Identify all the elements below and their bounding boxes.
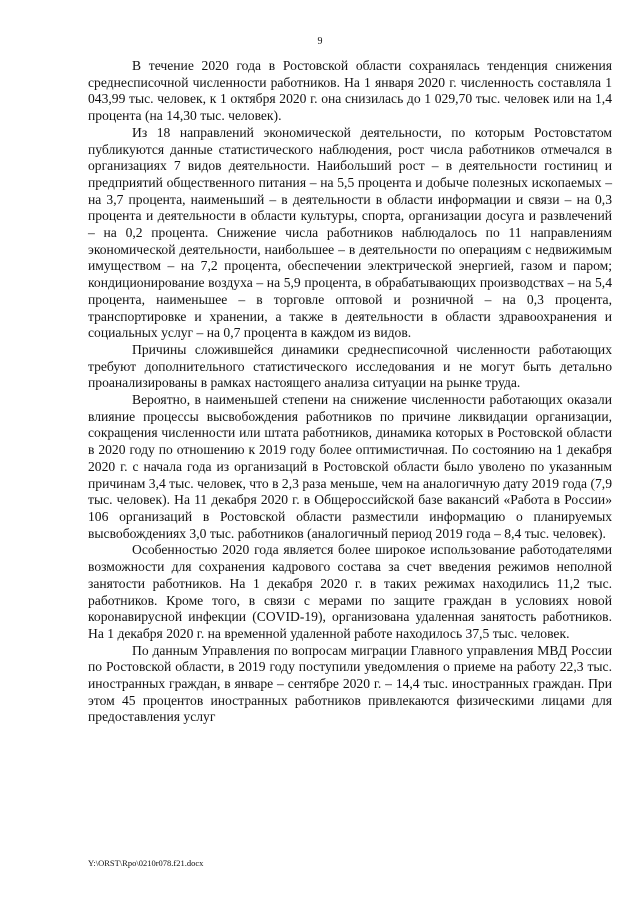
paragraph-part-time-remote: Особенностью 2020 года является более широкое использование работодателями возможности для сохранения кадрового состава за счет введения режимов неполной занятости работников. На 1 декабря 2020 г. в таких режимах находились 11,2 тыс. работников. Кроме того, в связи с мерами по защите граждан в условиях новой коронавирусной инфекции (COVID-19), организована удаленная занятость работников. На 1 декабря 2020 г. на временной удаленной работе находилось 37,5 тыс. человек. [88,542,612,641]
page-number: 9 [317,36,323,47]
footer-file-path: Y:\ORST\Rpo\0210r078.f21.docx [88,858,204,868]
paragraph-employment-decline: В течение 2020 года в Ростовской области сохранялась тенденция снижения среднесписочной численности работников. На 1 января 2020 г. численность составляла 1 043,99 тыс. человек, к 1 октября 2020 г. она снизилась до 1 029,70 тыс. человек или на 1,4 процента (на 14,30 тыс. человек). [88,58,612,124]
paragraph-activity-directions: Из 18 направлений экономической деятельности, по которым Ростовстатом публикуются данные статистического наблюдения, рост числа работников отмечался в организациях 7 видов деятельности. Наибольший рост – в деятельности гостиниц и предприятий общественного питания – на 5,5 процента и добыче полезных ископаемых – на 3,7 процента, наименьший – в деятельности в области информации и связи – на 0,3 процента и деятельности в области культуры, спорта, организации досуга и развлечений – на 0,2 процента. Снижение числа работников наблюдалось по 11 направлениям экономической деятельности, наибольшее – в деятельности по операциям с недвижимым имуществом – на 7,2 процента, обеспечении электрической энергией, газом и паром; кондиционирование воздуха – на 5,9 процента, в обрабатывающих производствах – на 5,4 процента, наименьшее – в торговле оптовой и розничной – на 0,3 процента, транспортировке и хранении, а также в деятельности в области здравоохранения и социальных услуг – на 0,7 процента в каждом из видов. [88,124,612,341]
paragraph-migration: По данным Управления по вопросам миграции Главного управления МВД России по Ростовской области, в 2019 году поступили уведомления о приеме на работу 22,3 тыс. иностранных граждан, в январе – сентябре 2020 г. – 14,4 тыс. иностранных граждан. При этом 45 процентов иностранных работников привлекаются физическими лицами для предоставления услуг [88,642,612,725]
document-body [88,58,612,726]
paragraph-layoffs: Вероятно, в наименьшей степени на снижение численности работающих оказали влияние процессы высвобождения работников по причине ликвидации организации, сокращения численности или штата работников, динамика которых в Ростовской области в 2020 году по отношению к 2019 году более оптимистичная. По состоянию на 1 декабря 2020 г. с начала года из организаций в Ростовской области было уволено по указанным причинам 3,4 тыс. человек, что в 2,3 раза меньше, чем на аналогичную дату 2019 года (7,9 тыс. человек). На 11 декабря 2020 г. в Общероссийской базе вакансий «Работа в России» 106 организаций в Ростовской области разместили информацию о планируемых высвобождениях 3,0 тыс. работников (аналогичный период 2019 года – 8,4 тыс. человек). [88,392,612,541]
paragraph-dynamics-reasons: Причины сложившейся динамики среднесписочной численности работающих требуют дополнительного статистического исследования и не могут быть детально проанализированы в рамках настоящего анализа ситуации на рынке труда. [88,341,612,391]
